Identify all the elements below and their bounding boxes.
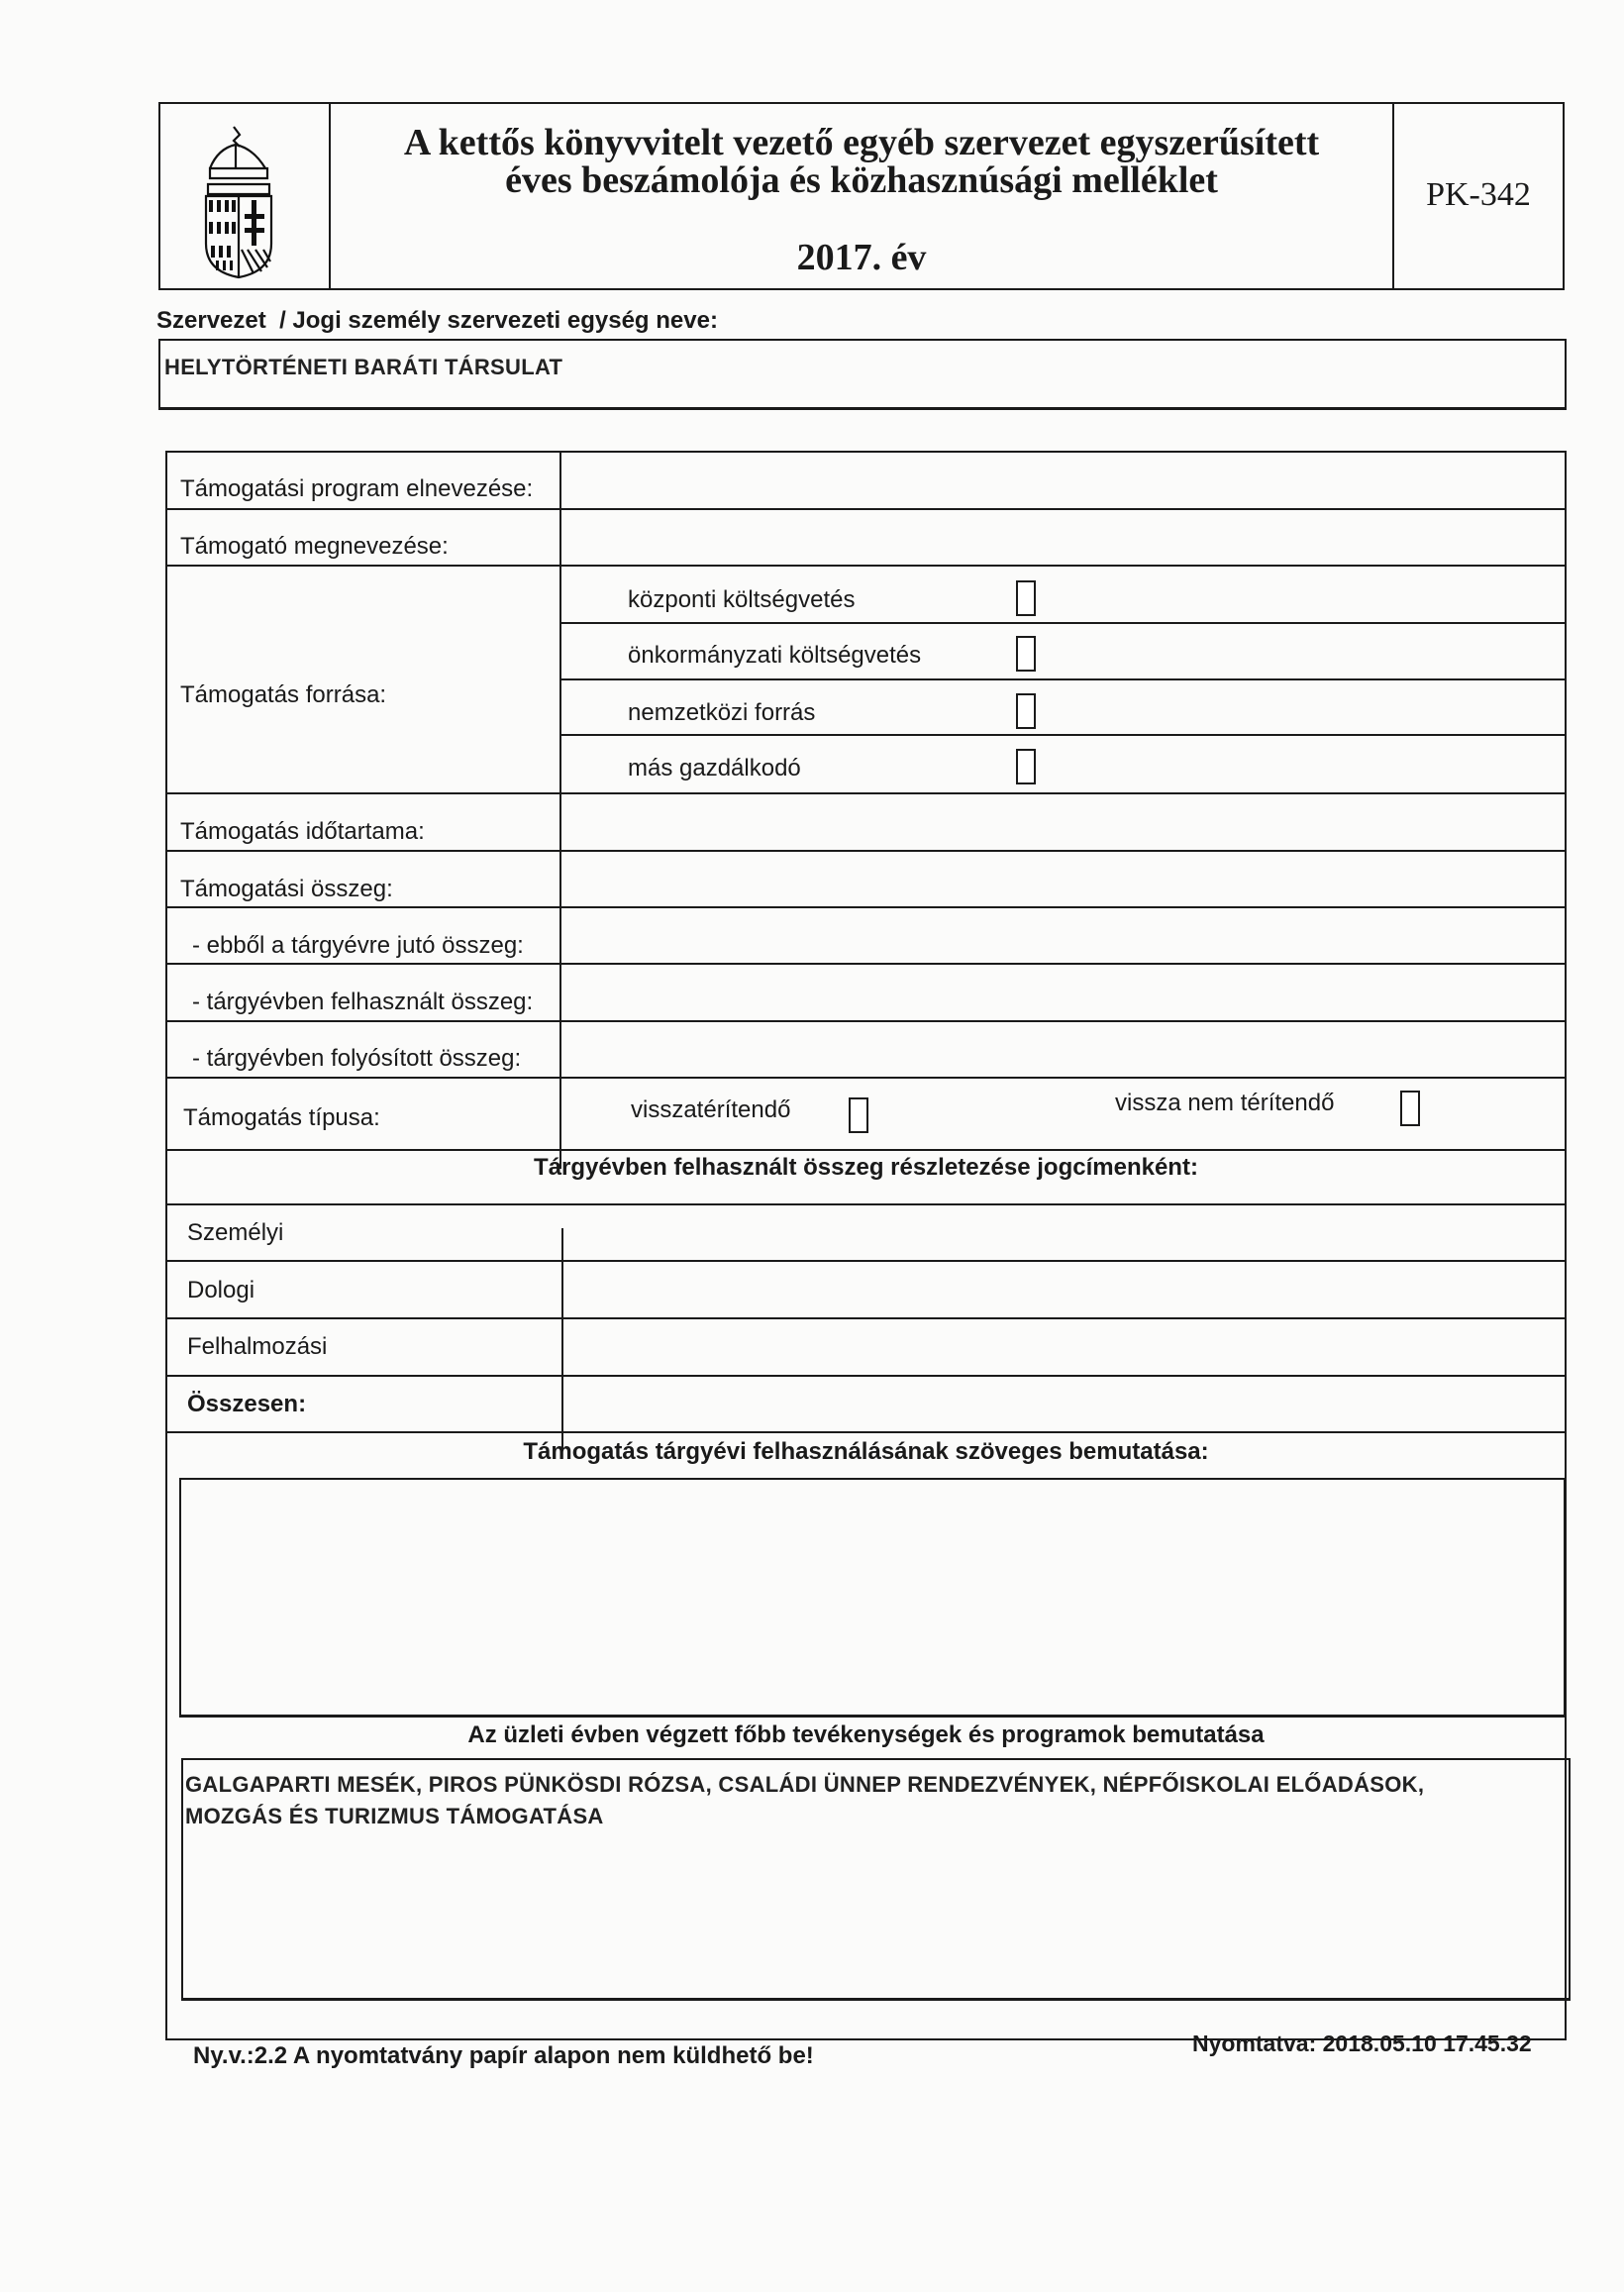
activities-line-1: GALGAPARTI MESÉK, PIROS PÜNKÖSDI RÓZSA, CSALÁDI ÜNNEP RENDEZVÉNYEK, NÉPFŐISKOLAI ELŐADÁSOK, [185,1772,1425,1797]
source-local-budget-checkbox[interactable] [1016,636,1036,672]
year-share-label: - ebből a tárgyévre jutó összeg: [192,932,524,959]
activities-text-area[interactable] [181,1758,1571,2001]
row-divider [559,678,1567,680]
row-divider [165,508,1567,510]
row-divider [165,1431,1567,1433]
activities-heading: Az üzleti évben végzett főbb tevékenységek és programok bemutatása [467,1721,1265,1748]
program-name-field[interactable] [564,453,1565,507]
source-option-label: nemzetközi forrás [628,699,816,726]
organization-label: Szervezet / Jogi személy szervezeti egység neve: [156,307,718,334]
program-name-label: Támogatási program elnevezése: [180,475,534,502]
type-non-refundable-checkbox[interactable] [1400,1091,1420,1126]
supporter-name-field[interactable] [564,511,1565,563]
row-divider [559,734,1567,736]
used-in-year-label: - tárgyévben felhasznált összeg: [192,989,534,1015]
row-divider [165,906,1567,908]
source-option-label: önkormányzati költségvetés [628,642,922,669]
type-refundable-checkbox[interactable] [849,1097,868,1133]
form-title-line-2: éves beszámolója és közhasznúsági melléklet [505,159,1218,201]
type-option-label: vissza nem térítendő [1115,1090,1335,1116]
support-source-label: Támogatás forrása: [180,681,387,708]
support-type-label: Támogatás típusa: [183,1104,380,1131]
form-code: PK-342 [1426,176,1531,213]
breakdown-personal-label: Személyi [187,1219,284,1246]
row-divider [165,963,1567,965]
duration-label: Támogatás időtartama: [180,818,425,845]
paid-in-year-field[interactable] [564,1023,1565,1075]
row-divider [559,622,1567,624]
organization-name-value: HELYTÖRTÉNETI BARÁTI TÁRSULAT [164,355,563,379]
breakdown-capital-label: Felhalmozási [187,1333,328,1360]
row-divider [165,1260,1567,1262]
type-option-label: visszatérítendő [631,1096,791,1123]
source-other-business-checkbox[interactable] [1016,749,1036,784]
duration-field[interactable] [564,795,1565,848]
breakdown-personal-field[interactable] [566,1206,1565,1258]
breakdown-total-field[interactable] [566,1378,1565,1429]
printed-timestamp: Nyomtatva: 2018.05.10 17.45.32 [1192,2031,1532,2056]
version-note: Ny.v.:2.2 A nyomtatvány papír alapon nem küldhető be! [193,2042,814,2069]
row-divider [165,1077,1567,1079]
breakdown-heading: Tárgyévben felhasznált összeg részletezése jogcímenként: [534,1154,1198,1181]
breakdown-total-label: Összesen: [187,1391,307,1417]
source-central-budget-checkbox[interactable] [1016,580,1036,616]
source-option-label: központi költségvetés [628,586,856,613]
amount-field[interactable] [564,853,1565,904]
hungarian-coat-of-arms-icon [196,123,281,281]
paid-in-year-label: - tárgyévben folyósított összeg: [192,1045,522,1072]
header-divider [329,102,331,290]
source-international-checkbox[interactable] [1016,693,1036,729]
used-in-year-field[interactable] [564,966,1565,1018]
breakdown-capital-field[interactable] [566,1320,1565,1373]
form-year: 2017. év [796,237,927,278]
activities-line-2: MOZGÁS ÉS TURIZMUS TÁMOGATÁSA [185,1804,604,1828]
source-option-label: más gazdálkodó [628,755,801,781]
row-divider [165,1375,1567,1377]
breakdown-material-field[interactable] [566,1263,1565,1315]
amount-label: Támogatási összeg: [180,876,393,902]
row-divider [165,565,1567,567]
form-title-line-1: A kettős könyvvitelt vezető egyéb szervezet egyszerűsített [403,122,1320,163]
usage-text-area[interactable] [179,1478,1566,1718]
column-divider [559,451,561,1169]
row-divider [165,850,1567,852]
organization-name-field[interactable] [158,339,1567,410]
year-share-field[interactable] [564,909,1565,961]
row-divider [165,1149,1567,1151]
breakdown-material-label: Dologi [187,1277,255,1303]
supporter-name-label: Támogató megnevezése: [180,533,449,560]
row-divider [165,1203,1567,1205]
usage-text-heading: Támogatás tárgyévi felhasználásának szöveges bemutatása: [523,1438,1209,1465]
row-divider [165,1317,1567,1319]
row-divider [165,792,1567,794]
row-divider [165,1020,1567,1022]
